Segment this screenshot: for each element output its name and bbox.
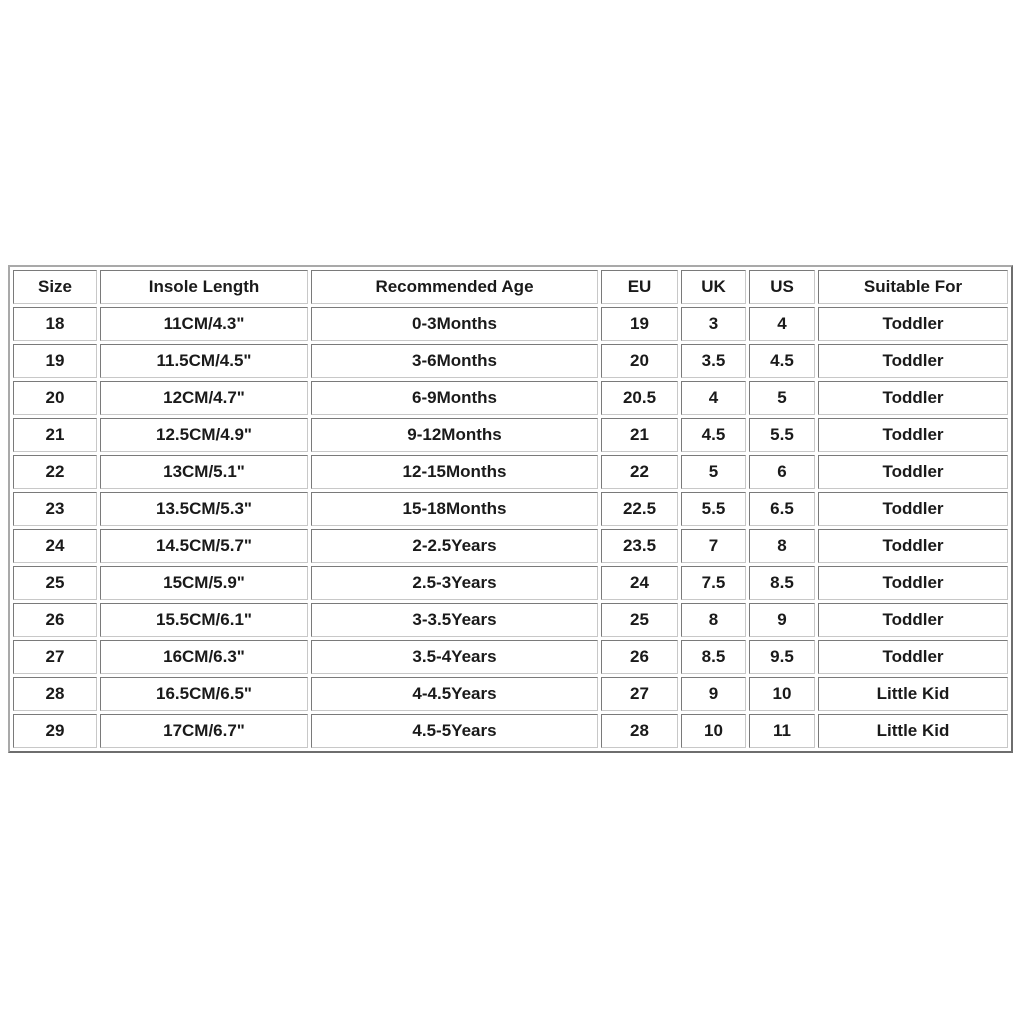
cell-uk: 9 bbox=[681, 677, 746, 711]
cell-uk: 10 bbox=[681, 714, 746, 748]
cell-recommended-age: 0-3Months bbox=[311, 307, 598, 341]
cell-size: 27 bbox=[13, 640, 97, 674]
cell-recommended-age: 3-3.5Years bbox=[311, 603, 598, 637]
header-size: Size bbox=[13, 270, 97, 304]
cell-suitable-for: Toddler bbox=[818, 344, 1008, 378]
cell-insole-length: 12.5CM/4.9" bbox=[100, 418, 308, 452]
cell-size: 26 bbox=[13, 603, 97, 637]
table-row bbox=[13, 677, 1008, 711]
cell-eu: 20.5 bbox=[601, 381, 678, 415]
cell-us: 5.5 bbox=[749, 418, 815, 452]
cell-uk: 8 bbox=[681, 603, 746, 637]
table-row bbox=[13, 418, 1008, 452]
table-row bbox=[13, 640, 1008, 674]
cell-us: 6.5 bbox=[749, 492, 815, 526]
cell-eu: 23.5 bbox=[601, 529, 678, 563]
header-recommended-age: Recommended Age bbox=[311, 270, 598, 304]
cell-recommended-age: 4.5-5Years bbox=[311, 714, 598, 748]
cell-uk: 7.5 bbox=[681, 566, 746, 600]
cell-us: 9.5 bbox=[749, 640, 815, 674]
cell-recommended-age: 2.5-3Years bbox=[311, 566, 598, 600]
header-eu: EU bbox=[601, 270, 678, 304]
table-row bbox=[13, 529, 1008, 563]
cell-size: 23 bbox=[13, 492, 97, 526]
cell-suitable-for: Toddler bbox=[818, 529, 1008, 563]
cell-suitable-for: Toddler bbox=[818, 307, 1008, 341]
size-chart-body bbox=[13, 307, 1008, 748]
cell-insole-length: 12CM/4.7" bbox=[100, 381, 308, 415]
cell-suitable-for: Toddler bbox=[818, 492, 1008, 526]
cell-size: 20 bbox=[13, 381, 97, 415]
cell-suitable-for: Toddler bbox=[818, 455, 1008, 489]
cell-suitable-for: Toddler bbox=[818, 566, 1008, 600]
cell-us: 8 bbox=[749, 529, 815, 563]
header-us: US bbox=[749, 270, 815, 304]
cell-suitable-for: Little Kid bbox=[818, 677, 1008, 711]
table-row bbox=[13, 603, 1008, 637]
cell-eu: 28 bbox=[601, 714, 678, 748]
cell-eu: 19 bbox=[601, 307, 678, 341]
cell-eu: 24 bbox=[601, 566, 678, 600]
table-row bbox=[13, 455, 1008, 489]
cell-insole-length: 16CM/6.3" bbox=[100, 640, 308, 674]
cell-insole-length: 15.5CM/6.1" bbox=[100, 603, 308, 637]
cell-uk: 4 bbox=[681, 381, 746, 415]
table-row bbox=[13, 307, 1008, 341]
cell-uk: 7 bbox=[681, 529, 746, 563]
cell-recommended-age: 4-4.5Years bbox=[311, 677, 598, 711]
cell-insole-length: 13CM/5.1" bbox=[100, 455, 308, 489]
cell-eu: 20 bbox=[601, 344, 678, 378]
cell-uk: 4.5 bbox=[681, 418, 746, 452]
cell-us: 6 bbox=[749, 455, 815, 489]
cell-us: 9 bbox=[749, 603, 815, 637]
cell-insole-length: 13.5CM/5.3" bbox=[100, 492, 308, 526]
cell-uk: 8.5 bbox=[681, 640, 746, 674]
cell-insole-length: 11.5CM/4.5" bbox=[100, 344, 308, 378]
cell-us: 4.5 bbox=[749, 344, 815, 378]
cell-size: 29 bbox=[13, 714, 97, 748]
cell-uk: 5.5 bbox=[681, 492, 746, 526]
cell-insole-length: 15CM/5.9" bbox=[100, 566, 308, 600]
header-uk: UK bbox=[681, 270, 746, 304]
cell-eu: 22.5 bbox=[601, 492, 678, 526]
cell-recommended-age: 3.5-4Years bbox=[311, 640, 598, 674]
cell-size: 24 bbox=[13, 529, 97, 563]
cell-eu: 27 bbox=[601, 677, 678, 711]
cell-eu: 21 bbox=[601, 418, 678, 452]
table-row bbox=[13, 344, 1008, 378]
header-row bbox=[13, 270, 1008, 304]
cell-suitable-for: Little Kid bbox=[818, 714, 1008, 748]
table-row bbox=[13, 566, 1008, 600]
cell-us: 4 bbox=[749, 307, 815, 341]
cell-insole-length: 17CM/6.7" bbox=[100, 714, 308, 748]
cell-eu: 22 bbox=[601, 455, 678, 489]
cell-us: 11 bbox=[749, 714, 815, 748]
header-suitable-for: Suitable For bbox=[818, 270, 1008, 304]
cell-insole-length: 14.5CM/5.7" bbox=[100, 529, 308, 563]
cell-recommended-age: 6-9Months bbox=[311, 381, 598, 415]
cell-suitable-for: Toddler bbox=[818, 603, 1008, 637]
cell-recommended-age: 15-18Months bbox=[311, 492, 598, 526]
cell-suitable-for: Toddler bbox=[818, 381, 1008, 415]
cell-recommended-age: 9-12Months bbox=[311, 418, 598, 452]
cell-size: 25 bbox=[13, 566, 97, 600]
cell-us: 10 bbox=[749, 677, 815, 711]
cell-size: 18 bbox=[13, 307, 97, 341]
cell-recommended-age: 3-6Months bbox=[311, 344, 598, 378]
cell-size: 19 bbox=[13, 344, 97, 378]
cell-uk: 5 bbox=[681, 455, 746, 489]
cell-size: 28 bbox=[13, 677, 97, 711]
table-row bbox=[13, 714, 1008, 748]
table-row bbox=[13, 492, 1008, 526]
cell-us: 5 bbox=[749, 381, 815, 415]
cell-suitable-for: Toddler bbox=[818, 640, 1008, 674]
cell-size: 22 bbox=[13, 455, 97, 489]
cell-suitable-for: Toddler bbox=[818, 418, 1008, 452]
cell-eu: 26 bbox=[601, 640, 678, 674]
cell-uk: 3 bbox=[681, 307, 746, 341]
header-insole-length: Insole Length bbox=[100, 270, 308, 304]
cell-recommended-age: 2-2.5Years bbox=[311, 529, 598, 563]
cell-eu: 25 bbox=[601, 603, 678, 637]
cell-insole-length: 11CM/4.3" bbox=[100, 307, 308, 341]
cell-us: 8.5 bbox=[749, 566, 815, 600]
table-row bbox=[13, 381, 1008, 415]
size-chart-table bbox=[8, 265, 1013, 753]
cell-insole-length: 16.5CM/6.5" bbox=[100, 677, 308, 711]
cell-recommended-age: 12-15Months bbox=[311, 455, 598, 489]
cell-size: 21 bbox=[13, 418, 97, 452]
cell-uk: 3.5 bbox=[681, 344, 746, 378]
